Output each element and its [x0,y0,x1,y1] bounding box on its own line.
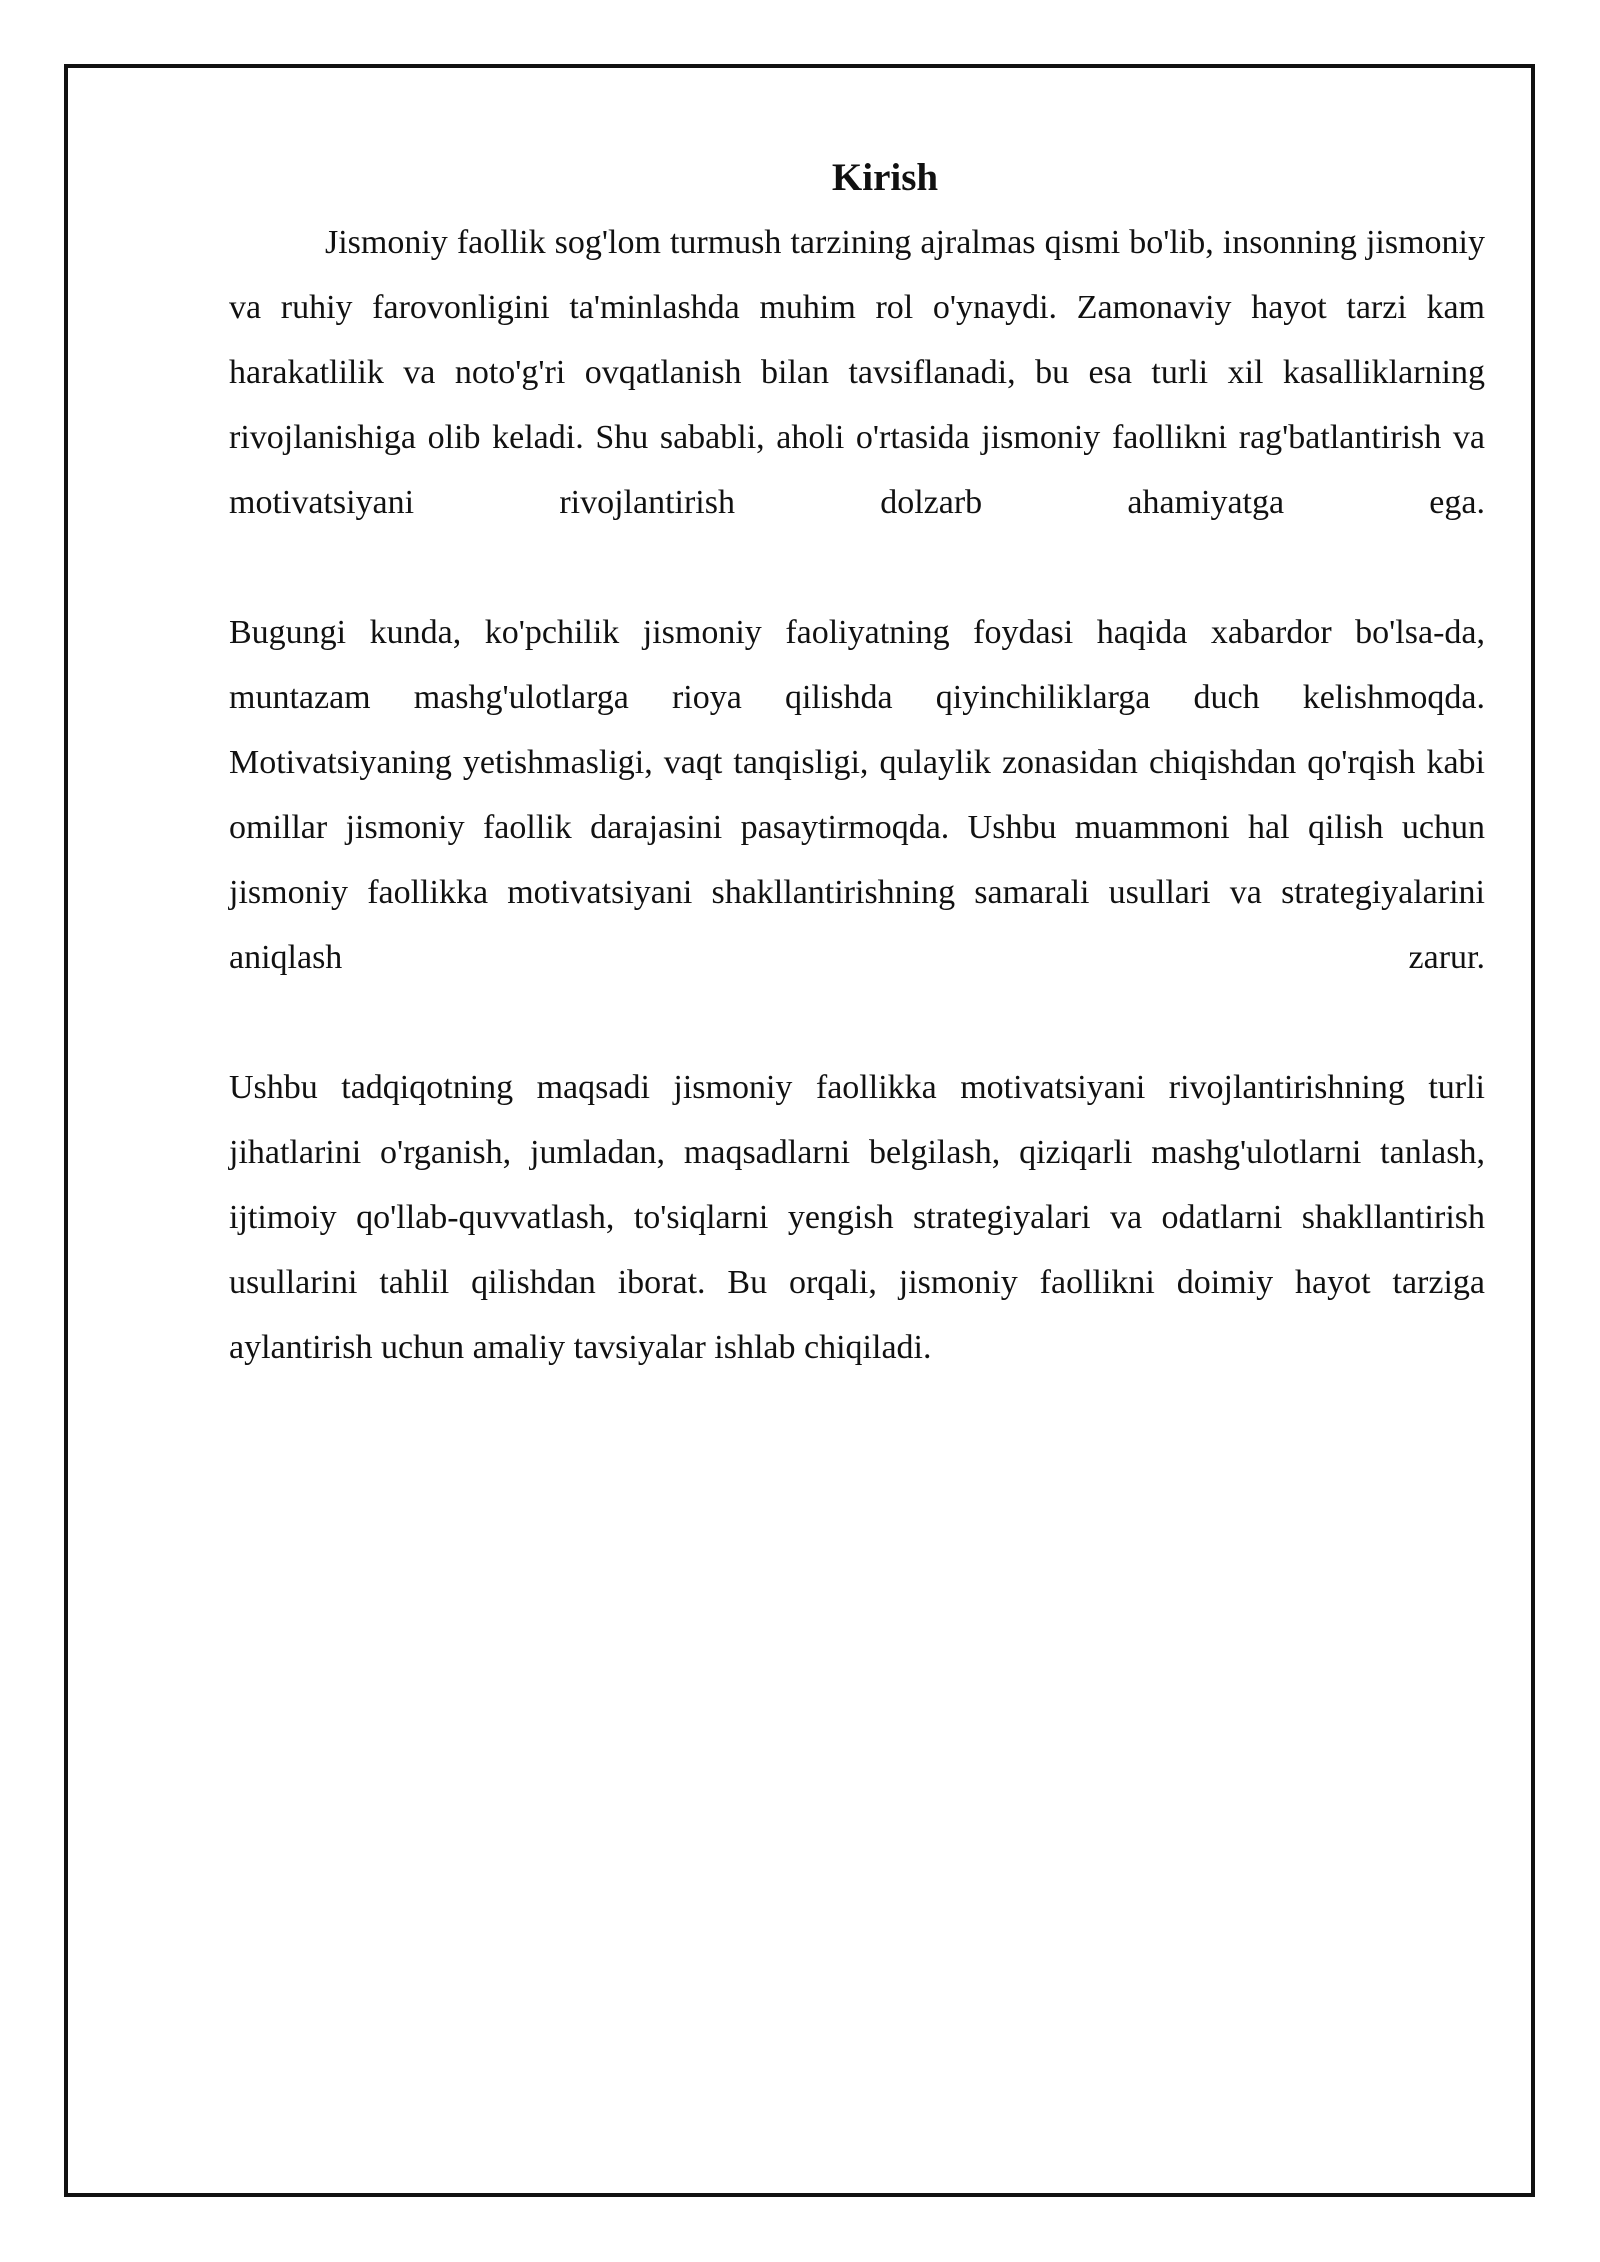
paragraph-aim: Ushbu tadqiqotning maqsadi jismoniy faollikka motivatsiyani rivojlantirishning turli jihatlarini o'rganish, jumladan, maqsadlarni belgilash, qiziqarli mashg'ulotlarni tanlash, ijtimoiy qo'llab-quvvatlash, to'siqlarni yengish strategiyalari va odatlarni shakllantirish usullarini tahlil qilishdan iborat. Bu orqali, jismoniy faollikni doimiy hayot tarziga aylantirish uchun amaliy tavsiyalar ishlab chiqiladi. [229,1069,1485,1366]
page-title: Kirish [831,156,939,199]
paragraph-spacer [229,990,1485,1055]
paragraph-spacer [229,535,1485,600]
paragraph-problem: Bugungi kunda, ko'pchilik jismoniy faoliyatning foydasi haqida xabardor bo'lsa-da, muntazam mashg'ulotlarga rioya qilishda qiyinchiliklarga duch kelishmoqda. Motivatsiyaning yetishmasligi, vaqt tanqisligi, qulaylik zonasidan chiqishdan qo'rqish kabi omillar jismoniy faollik darajasini pasaytirmoqda. Ushbu muammoni hal qilish uchun jismoniy faollikka motivatsiyani shakllantirishning samarali usullari va strategiyalarini aniqlash zarur. [229,614,1485,976]
paragraph-intro: Jismoniy faollik sog'lom turmush tarzining ajralmas qismi bo'lib, insonning jismoniy va ruhiy farovonligini ta'minlashda muhim rol o'ynaydi. Zamonaviy hayot tarzi kam harakatlilik va noto'g'ri ovqatlanish bilan tavsiflanadi, bu esa turli xil kasalliklarning rivojlanishiga olib keladi. Shu sababli, aholi o'rtasida jismoniy faollikni rag'batlantirish va motivatsiyani rivojlantirish dolzarb ahamiyatga ega. [229,224,1485,521]
document-body [229,150,1485,1380]
